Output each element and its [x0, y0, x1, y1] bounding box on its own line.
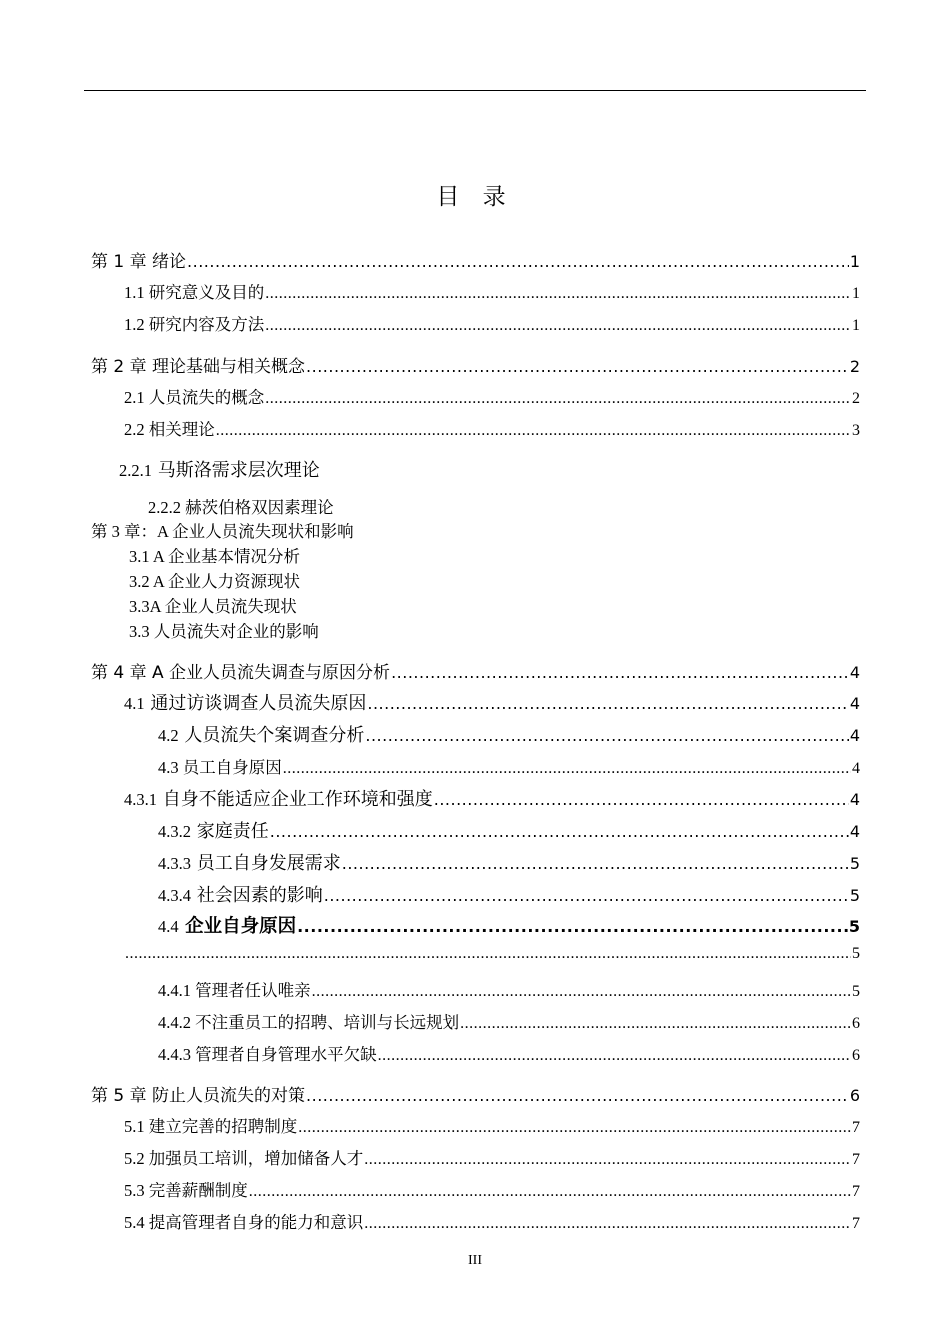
- toc-entry-empty[interactable]: [124, 945, 860, 963]
- dot-leader: [364, 1215, 851, 1233]
- toc-entry-2-1[interactable]: 2.1 人员流失的概念 ..... 2: [124, 384, 860, 408]
- dot-leader: [342, 854, 849, 873]
- toc-entry-4-4-2[interactable]: 4.4.2 不注重员工的招聘、培训与长远规划 ..... 6: [158, 1009, 860, 1033]
- toc-entry-4-3-4[interactable]: 4.3.4 社会因素的影响 ..... 5: [158, 881, 860, 907]
- toc-entry-1-1[interactable]: 1.1 研究意义及目的 ..... 1: [124, 279, 860, 303]
- dot-leader: [312, 983, 851, 1001]
- toc-entry-chapter-2[interactable]: 第 2 章 理论基础与相关概念 ..... 2: [91, 352, 860, 377]
- toc-entry-chapter-1[interactable]: 第 1 章 绪论 ..... 1: [91, 247, 860, 272]
- page-number: 1: [849, 252, 860, 271]
- page-number: 1: [852, 317, 860, 334]
- toc-entry-chapter-3[interactable]: 第 3 章：A 企业人员流失现状和影响: [91, 522, 354, 541]
- page-number: 7: [852, 1215, 860, 1232]
- toc-title: 目 录: [436, 184, 514, 210]
- dot-leader: [367, 694, 848, 713]
- dot-leader: [391, 663, 849, 682]
- page-number: 2: [849, 357, 860, 376]
- toc-entry-2-2-1[interactable]: 2.2.1 马斯洛需求层次理论: [119, 460, 320, 481]
- dot-leader: [306, 357, 849, 376]
- toc-entry-2-2-2[interactable]: 2.2.2 赫茨伯格双因素理论: [148, 498, 334, 517]
- toc-entry-4-2[interactable]: 4.2 人员流失个案调查分析 ..... 4: [158, 721, 860, 747]
- page-number: 6: [852, 1047, 860, 1064]
- dot-leader: [216, 422, 851, 440]
- dot-leader: [298, 1119, 851, 1137]
- toc-entry-5-2[interactable]: 5.2 加强员工培训，增加储备人才 ..... 7: [124, 1145, 860, 1169]
- dot-leader: [270, 822, 849, 841]
- page-number: 6: [849, 1086, 860, 1105]
- dot-leader: [365, 726, 848, 745]
- toc-entry-2-2[interactable]: 2.2 相关理论 ..... 3: [124, 416, 860, 440]
- page-number: 5: [852, 945, 860, 962]
- page-footer-number: III: [468, 1253, 482, 1268]
- toc-entry-4-4-3[interactable]: 4.4.3 管理者自身管理水平欠缺 ..... 6: [158, 1041, 860, 1065]
- dot-leader: [265, 285, 851, 303]
- dot-leader: [125, 945, 851, 963]
- toc-entry-4-4-1[interactable]: 4.4.1 管理者任认唯亲 ..... 5: [158, 977, 860, 1001]
- dot-leader: [265, 317, 851, 335]
- toc-entry-3-2[interactable]: 3.2 A 企业人力资源现状: [129, 572, 300, 591]
- toc-entry-4-3[interactable]: 4.3 员工自身原因 ..... 4: [158, 754, 860, 778]
- toc-entry-3-3[interactable]: 3.3 人员流失对企业的影响: [129, 622, 319, 641]
- page-number: 5: [849, 886, 860, 905]
- page-number: 4: [849, 663, 860, 682]
- toc-entry-4-3-3[interactable]: 4.3.3 员工自身发展需求 ..... 5: [158, 849, 860, 875]
- page-number: 1: [852, 285, 860, 302]
- page-number: 4: [852, 760, 860, 777]
- page-number: 4: [849, 790, 860, 809]
- dot-leader: [306, 1086, 849, 1105]
- page-number: 2: [852, 390, 860, 407]
- dot-leader: [249, 1183, 851, 1201]
- toc-entry-chapter-5[interactable]: 第 5 章 防止人员流失的对策 ..... 6: [91, 1081, 860, 1106]
- page-number: 4: [849, 726, 860, 745]
- dot-leader: [434, 790, 849, 809]
- toc-entry-chapter-4[interactable]: 第 4 章 A 企业人员流失调查与原因分析 ..... 4: [91, 658, 860, 683]
- dot-leader: [283, 760, 851, 778]
- page-number: 4: [849, 694, 860, 713]
- toc-entry-3-3a[interactable]: 3.3A 企业人员流失现状: [129, 597, 297, 616]
- dot-leader: [378, 1047, 851, 1065]
- toc-entry-5-3[interactable]: 5.3 完善薪酬制度 ..... 7: [124, 1177, 860, 1201]
- dot-leader: [324, 886, 849, 905]
- toc-entry-1-2[interactable]: 1.2 研究内容及方法 ..... 1: [124, 311, 860, 335]
- page-number: 7: [852, 1183, 860, 1200]
- toc-entry-4-4[interactable]: 4.4 企业自身原因 ..... 5: [158, 912, 860, 938]
- toc-entry-4-1[interactable]: 4.1 通过访谈调查人员流失原因 ..... 4: [124, 689, 860, 715]
- dot-leader: [297, 917, 848, 936]
- page-number: 7: [852, 1151, 860, 1168]
- page-number: 5: [849, 854, 860, 873]
- page-number: 5: [848, 917, 860, 936]
- page-number: 6: [852, 1015, 860, 1032]
- dot-leader: [460, 1015, 851, 1033]
- toc-entry-3-1[interactable]: 3.1 A 企业基本情况分析: [129, 547, 300, 566]
- toc-entry-4-3-1[interactable]: 4.3.1 自身不能适应企业工作环境和强度 ..... 4: [124, 785, 860, 811]
- dot-leader: [265, 390, 851, 408]
- page-number: 7: [852, 1119, 860, 1136]
- dot-leader: [187, 252, 849, 271]
- toc-entry-5-4[interactable]: 5.4 提高管理者自身的能力和意识 ..... 7: [124, 1209, 860, 1233]
- toc-entry-5-1[interactable]: 5.1 建立完善的招聘制度 ..... 7: [124, 1113, 860, 1137]
- page-number: 5: [852, 983, 860, 1000]
- toc-entry-4-3-2[interactable]: 4.3.2 家庭责任 ..... 4: [158, 817, 860, 843]
- dot-leader: [364, 1151, 851, 1169]
- page-number: 4: [849, 822, 860, 841]
- page-number: 3: [852, 422, 860, 439]
